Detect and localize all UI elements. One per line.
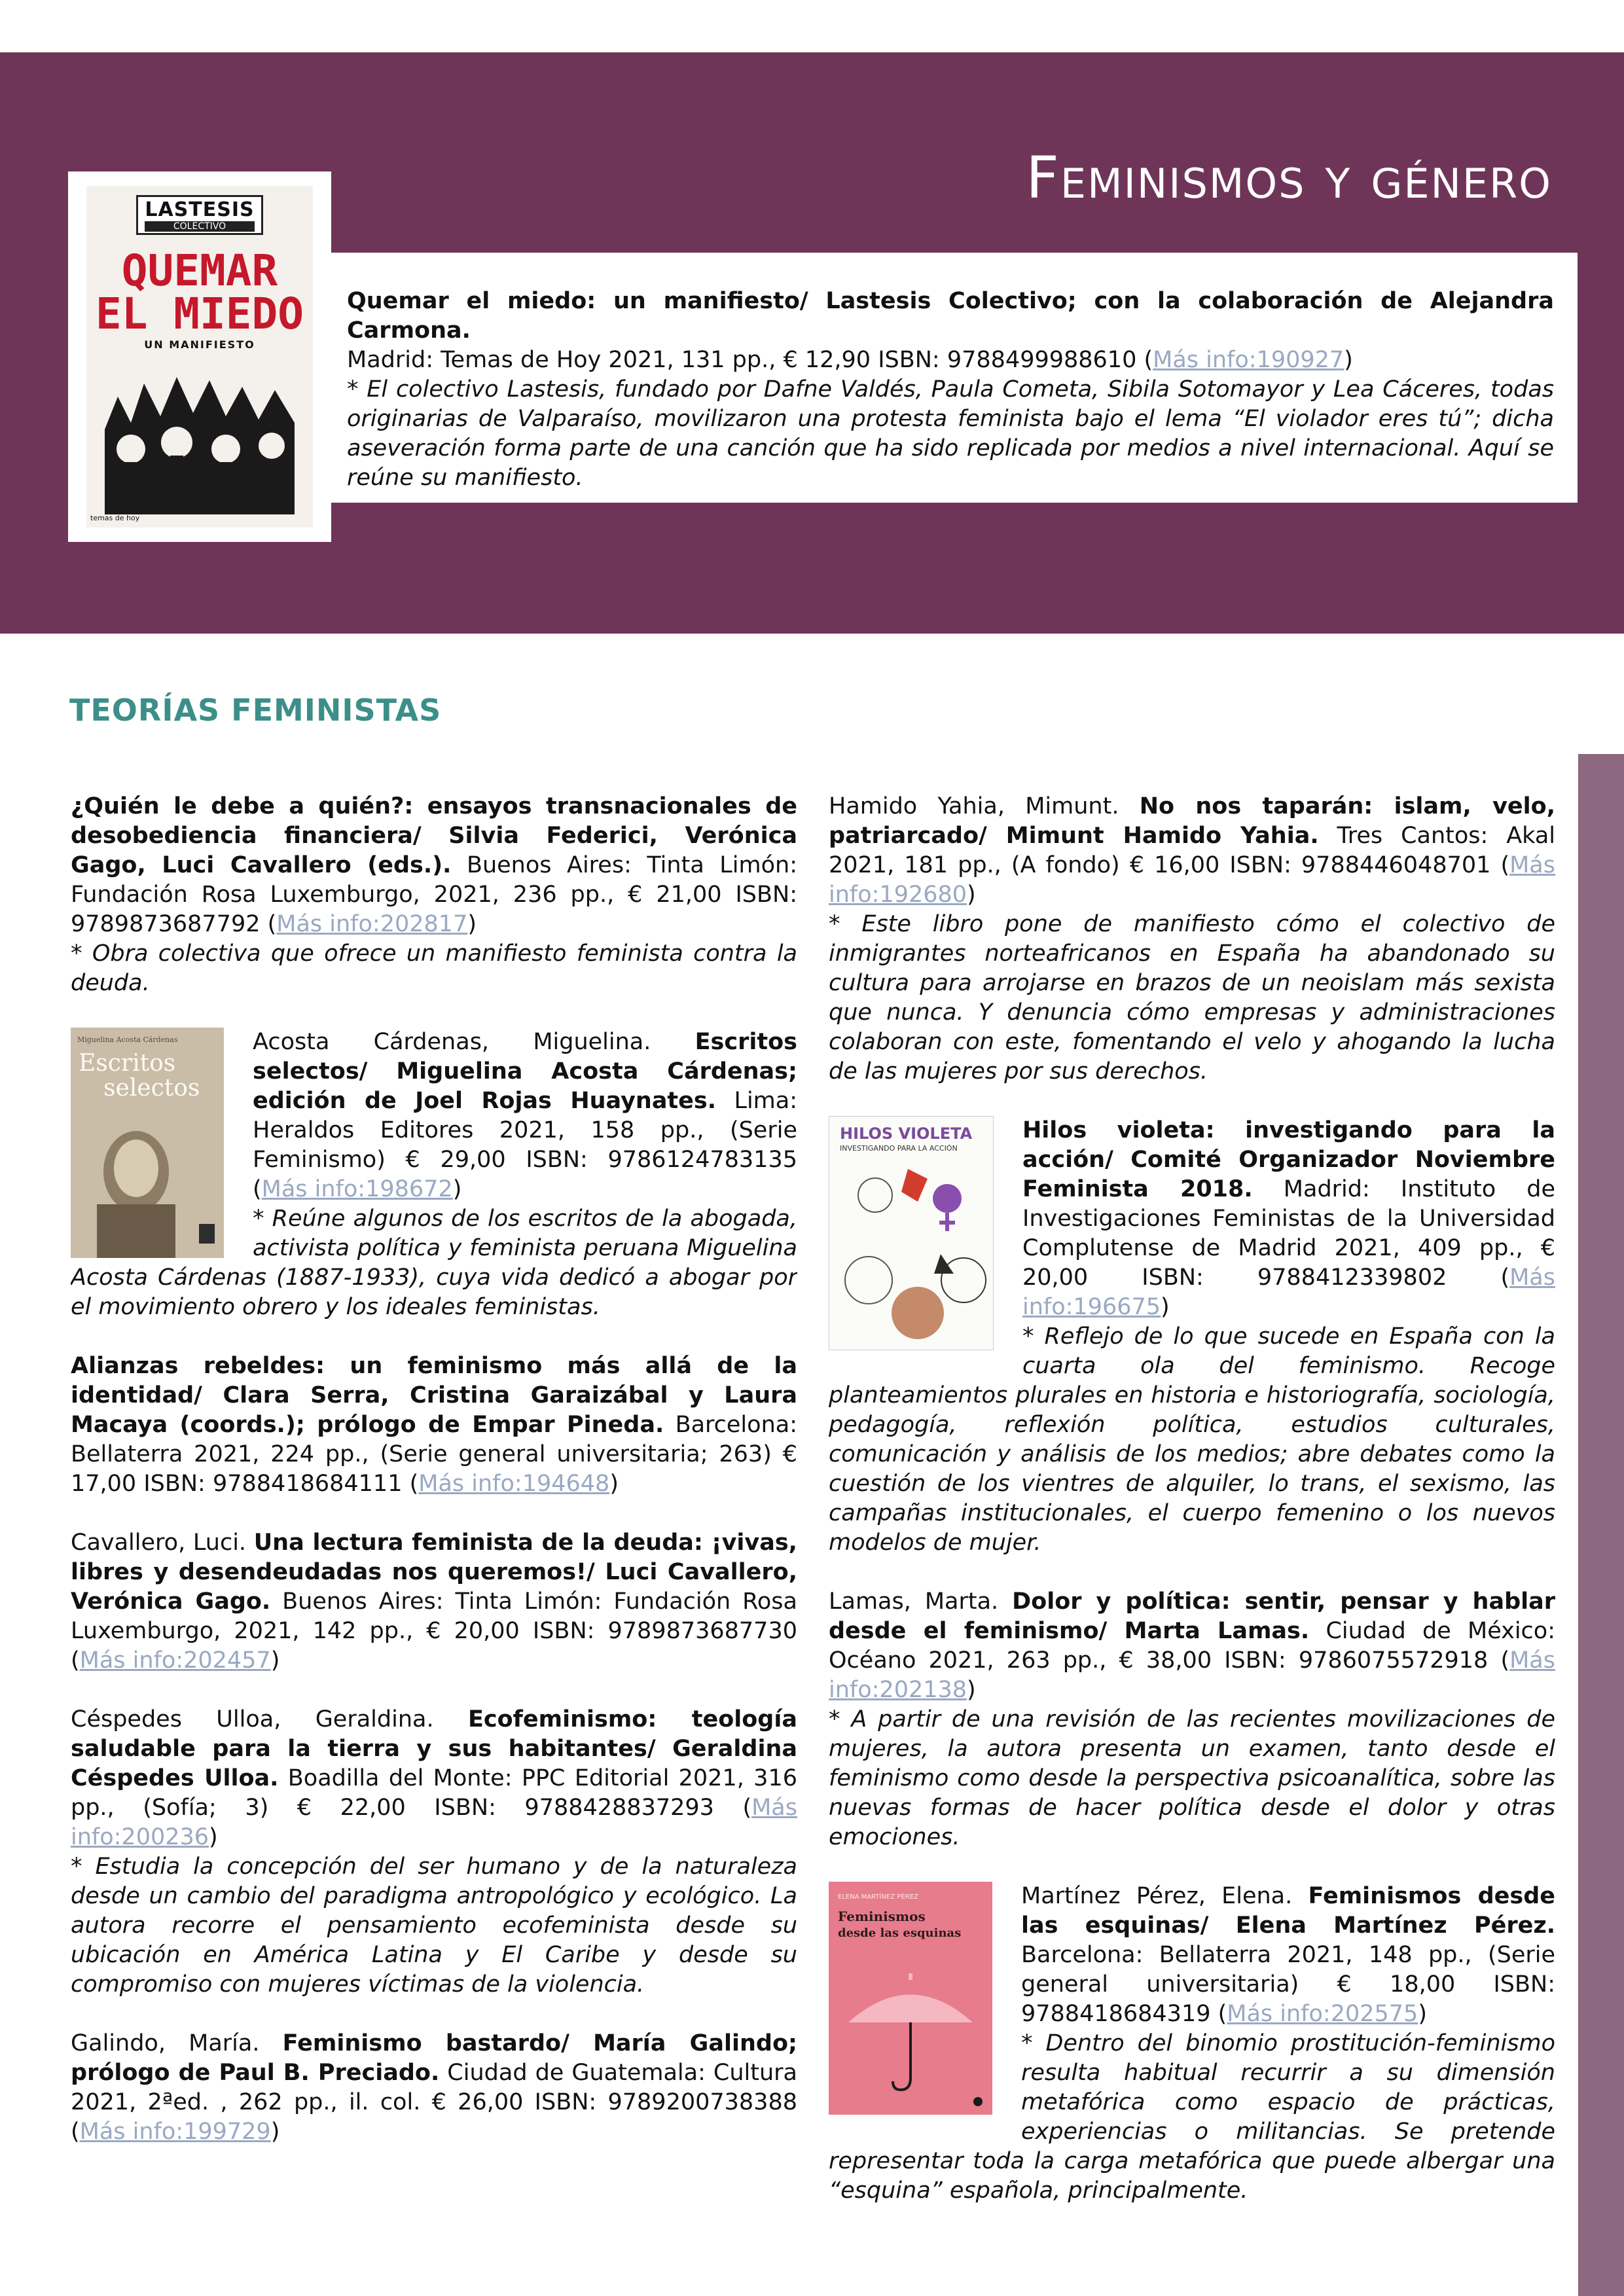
cover-acosta-author: Miguelina Acosta Cárdenas (77, 1035, 178, 1044)
cover-hilos-title: HILOS VIOLETA (840, 1124, 973, 1143)
right-column (829, 792, 1555, 2235)
entry-imprint: Ciudad de Guatemala: Cultura 2021, 2ªed. , 262 pp., il. col. € 26,00 ISBN: 9789200738388 ( (71, 2060, 797, 2145)
cover-acosta-title1: Escritos (79, 1050, 176, 1077)
cover-subtitle: UN MANIFIESTO (144, 338, 255, 351)
entry-note: * A partir de una revisión de las recientes movilizaciones de mujeres, la autora presenta un examen, tanto desde el feminismo como desde la perspectiva psicoanalítica, sobre las nuevas formas de hacer política desde el dolor y otras emociones. (829, 1706, 1555, 1850)
entry-title: No nos taparán: islam, velo, patriarcado/ Mimunt Hamido Yahia. (829, 793, 1555, 849)
cover-hilos-subtitle: INVESTIGANDO PARA LA ACCIÓN (840, 1144, 958, 1153)
list-item (71, 1528, 797, 1676)
entry-imprint: Barcelona: Bellaterra 2021, 224 pp., (Serie general universitaria; 263) € 17,00 ISBN: 9788418684111 ( (71, 1412, 797, 1497)
entry-close: ) (270, 1647, 280, 1674)
cover-acosta-art (71, 1028, 224, 1258)
entry-citation (829, 792, 1555, 910)
cover-hilos-art (829, 1117, 993, 1350)
list-item (71, 1352, 797, 1499)
cover-martinez-art (829, 1882, 992, 2115)
entry-title: Feminismo bastardo/ María Galindo; prólogo de Paul B. Preciado. (71, 2030, 797, 2086)
entry-close: ) (967, 1677, 976, 1703)
side-color-bar (1578, 754, 1624, 2296)
entry-author: Hamido Yahia, Mimunt. (829, 793, 1140, 819)
entry-note: * Reúne algunos de los escritos de la abogada, activista política y feminista peruana Miguelina Acosta Cárdenas (1887-1933), cuya vida dedicó a abogar por el movimiento obrero y los ideales feministas. (71, 1206, 797, 1320)
more-info-link[interactable]: Más info:198672 (261, 1176, 453, 1202)
cover-brand: LASTESIS (145, 198, 255, 221)
page-title: Feminismos y género (1026, 144, 1552, 211)
featured-book-cover[interactable] (68, 171, 331, 542)
entry-title: Una lectura feminista de la deuda: ¡vivas, libres y desendeudadas nos queremos!/ Luci Cavallero, Verónica Gago. (71, 1530, 797, 1615)
entry-imprint: Ciudad de México: Océano 2021, 263 pp., € 38,00 ISBN: 9786075572918 ( (829, 1618, 1555, 1674)
featured-entry (331, 253, 1578, 503)
book-cover-martinez[interactable] (829, 1882, 992, 2115)
entry-close: ) (467, 911, 477, 937)
list-item (829, 1116, 1555, 1558)
featured-imprint: Madrid: Temas de Hoy 2021, 131 pp., € 12,90 ISBN: 9788499988610 ( (347, 347, 1153, 373)
cover-publisher: temas de hoy (90, 514, 140, 522)
cover-crowd-illustration (105, 351, 295, 514)
cover-brand-sub: COLECTIVO (145, 221, 254, 232)
entry-close: ) (1161, 1294, 1170, 1320)
more-info-link[interactable]: Más info:202817 (276, 911, 468, 937)
entry-imprint: Buenos Aires: Tinta Limón: Fundación Rosa Luxemburgo, 2021, 236 pp., € 21,00 ISBN: 9789873687792 ( (71, 852, 797, 937)
entry-note: * Reflejo de lo que sucede en España con la cuarta ola del feminismo. Recoge planteamientos plurales en historia e historiografía, sociología, pedagogía, reflexión política, estudios culturales, comunicación y análisis de los medios; abre debates como la cuestión de los vientres de alquiler, lo trans, el sexismo, las campañas institucionales, el cuerpo femenino o los nuevos modelos de mujer. (829, 1323, 1555, 1556)
cover-acosta-title2: selectos (103, 1075, 200, 1102)
cover-title-line2: EL MIEDO (96, 289, 304, 339)
entry-close: ) (209, 1824, 218, 1850)
featured-citation (347, 287, 1554, 375)
entry-title: Ecofeminismo: teología saludable para la tierra y sus habitantes/ Geraldina Céspedes Ulloa. (71, 1706, 797, 1791)
entry-author: Lamas, Marta. (829, 1588, 1013, 1615)
entry-title: ¿Quién le debe a quién?: ensayos transnacionales de desobediencia financiera/ Silvia Federici, Verónica Gago, Luci Cavallero (eds.). (71, 793, 797, 878)
entry-imprint: Boadilla del Monte: PPC Editorial 2021, 316 pp., (Sofía; 3) € 22,00 ISBN: 9788428837293 ( (71, 1765, 797, 1821)
entry-title: Feminismos desde las esquinas/ Elena Martínez Pérez. (1021, 1883, 1555, 1939)
entry-close: ) (270, 2119, 280, 2145)
cover-martinez-author: ELENA MARTÍNEZ PÉREZ (838, 1893, 918, 1901)
entry-note: * Estudia la concepción del ser humano y de la naturaleza desde un cambio del paradigma antropológico y ecológico. La autora recorre el pensamiento ecofeminista desde su ubicación en América Latina y El Caribe y desde su compromiso con mujeres víctimas de la violencia. (71, 1854, 797, 1998)
entry-title: Escritos selectos/ Miguelina Acosta Cárdenas; edición de Joel Rojas Huaynates. (253, 1029, 797, 1114)
entry-citation (829, 1587, 1555, 1705)
entry-author: Céspedes Ulloa, Geraldina. (71, 1706, 468, 1732)
entry-note: * Dentro del binomio prostitución-feminismo resulta habitual recurrir a su dimensión metafórica como espacio de prácticas, experiencias o militancias. Se pretende representar toda la carga metafórica que puede albergar una “esquina” española, principalmente. (829, 2030, 1555, 2204)
entry-author: Cavallero, Luci. (71, 1530, 254, 1556)
entry-close: ) (1418, 2001, 1427, 2027)
entry-author: Acosta Cárdenas, Miguelina. (253, 1029, 695, 1055)
entry-imprint: Madrid: Instituto de Investigaciones Feministas de la Universidad Complutense de Madrid 2021, 409 pp., € 20,00 ISBN: 9788412339802 ( (1022, 1176, 1555, 1291)
entry-author: Martínez Pérez, Elena. (1021, 1883, 1308, 1909)
entry-imprint: Tres Cantos: Akal 2021, 181 pp., (A fondo) € 16,00 ISBN: 9788446048701 ( (829, 823, 1555, 878)
more-info-link[interactable]: Más info:202138 (829, 1647, 1555, 1703)
cover-title-line1: QUEMAR (121, 245, 278, 296)
entry-title: Hilos violeta: investigando para la acción/ Comité Organizador Noviembre Feminista 2018. (1022, 1117, 1555, 1202)
featured-note: * El colectivo Lastesis, fundado por Dafne Valdés, Paula Cometa, Sibila Sotomayor y Lea Cáceres, todas originarias de Valparaíso, movilizaron una protesta feminista bajo el lema “El violador eres tú”; dicha aseveración forma parte de una canción que ha sido replicada por medios a nivel internacional. Aquí se reúne su manifiesto. (347, 376, 1554, 491)
featured-title: Quemar el miedo: un manifiesto/ Lastesis Colectivo; con la colaboración de Alejandra Carmona. (347, 288, 1554, 344)
more-info-link[interactable]: Más info:194648 (418, 1471, 610, 1497)
entry-title: Dolor y política: sentir, pensar y hablar desde el feminismo/ Marta Lamas. (829, 1588, 1555, 1644)
entry-citation (71, 792, 797, 939)
entry-close: ) (609, 1471, 619, 1497)
list-item (71, 792, 797, 998)
more-info-link[interactable]: Más info:192680 (829, 852, 1555, 908)
left-column (71, 792, 797, 2176)
entry-close: ) (452, 1176, 462, 1202)
list-item (829, 1587, 1555, 1852)
more-info-link[interactable]: Más info:202457 (79, 1647, 271, 1674)
entry-close: ) (967, 882, 976, 908)
entry-author: Galindo, María. (71, 2030, 283, 2056)
section-heading: TEORÍAS FEMINISTAS (69, 692, 442, 728)
cover-quemar-art (86, 186, 313, 528)
list-item (71, 1705, 797, 2000)
entry-citation (71, 1705, 797, 1852)
featured-close: ) (1344, 347, 1353, 373)
featured-more-info-link[interactable]: Más info:190927 (1153, 347, 1344, 373)
more-info-link[interactable]: Más info:202575 (1227, 2001, 1418, 2027)
entry-imprint: Buenos Aires: Tinta Limón: Fundación Rosa Luxemburgo, 2021, 142 pp., € 20,00 ISBN: 9789873687730 ( (71, 1588, 797, 1674)
cover-martinez-title2: desde las esquinas (838, 1926, 962, 1940)
cover-brand-box (136, 195, 262, 235)
entry-citation (71, 1528, 797, 1676)
more-info-link[interactable]: Más info:200236 (71, 1795, 797, 1850)
more-info-link[interactable]: Más info:196675 (1022, 1265, 1555, 1320)
book-cover-hilos[interactable] (829, 1116, 994, 1350)
list-item (829, 1882, 1555, 2206)
list-item (829, 792, 1555, 1086)
cover-martinez-title1: Feminismos (838, 1909, 926, 1924)
entry-note: * Obra colectiva que ofrece un manifiesto feminista contra la deuda. (71, 941, 797, 996)
book-cover-acosta[interactable] (71, 1028, 224, 1258)
entry-imprint: Lima: Heraldos Editores 2021, 158 pp., (Serie Feminismo) € 29,00 ISBN: 9786124783135 ( (253, 1088, 797, 1202)
entry-note: * Este libro pone de manifiesto cómo el colectivo de inmigrantes norteafricanos en España ha abandonado su cultura para arrojarse en brazos de un neoislam más sexista que nunca. Y denuncia cómo empresas y administraciones colaboran con este, fomentando el velo y ahogando la lucha de las mujeres por sus derechos. (829, 911, 1555, 1085)
list-item (71, 2029, 797, 2147)
entry-citation (71, 1352, 797, 1499)
more-info-link[interactable]: Más info:199729 (79, 2119, 271, 2145)
entry-imprint: Barcelona: Bellaterra 2021, 148 pp., (Serie general universitaria) € 18,00 ISBN: 9788418684319 ( (1021, 1942, 1555, 2027)
entry-citation (71, 2029, 797, 2147)
list-item (71, 1028, 797, 1322)
entry-title: Alianzas rebeldes: un feminismo más allá de la identidad/ Clara Serra, Cristina Garaizábal y Laura Macaya (coords.); prólogo de Empar Pineda. (71, 1353, 797, 1438)
